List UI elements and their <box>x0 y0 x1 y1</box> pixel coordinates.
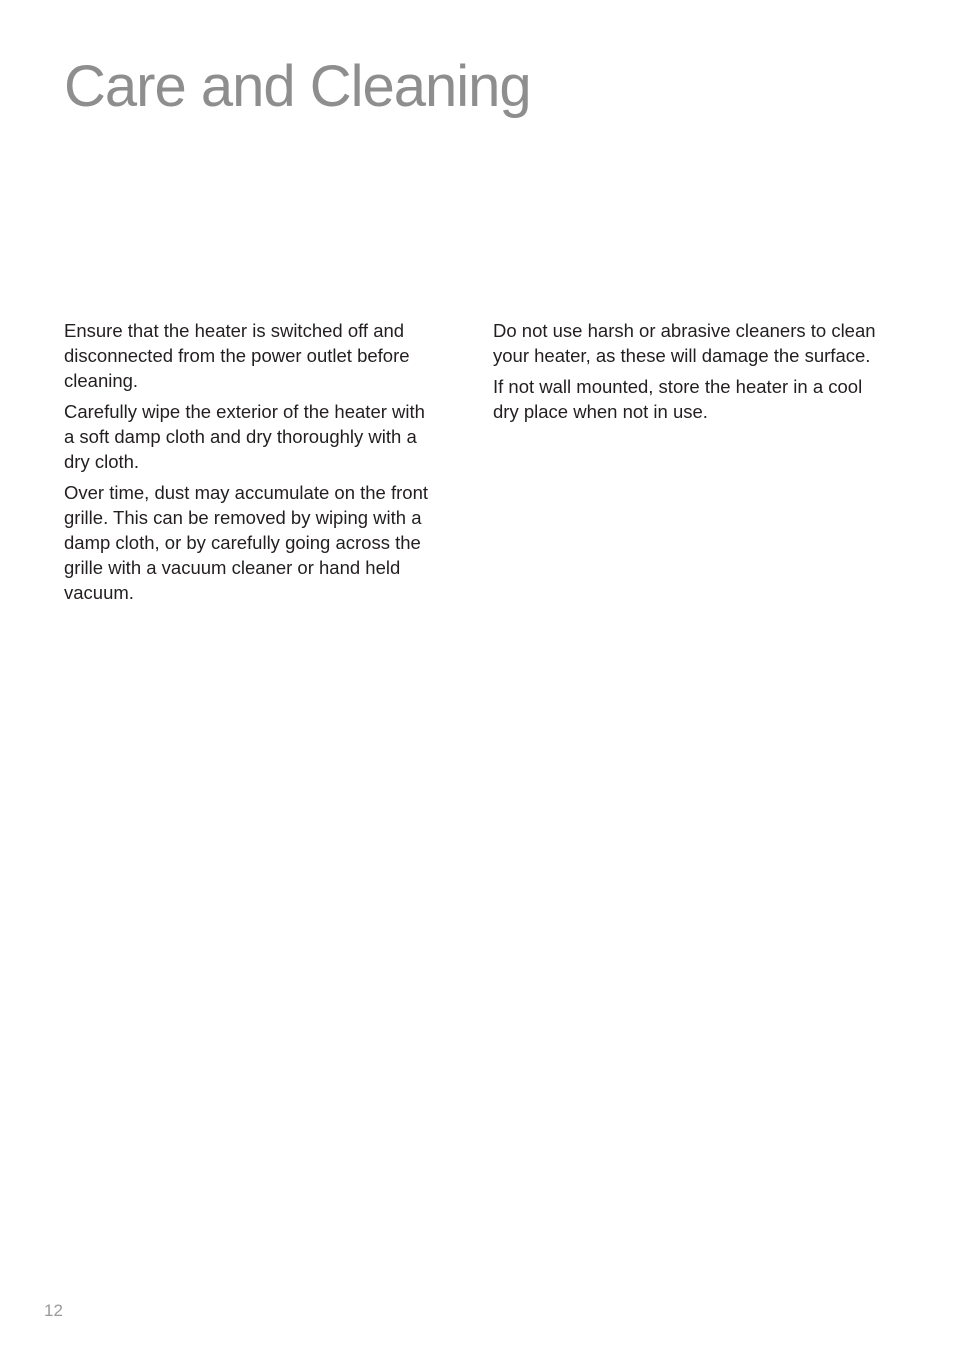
paragraph-storage: If not wall mounted, store the heater in a cool dry place when not in use. <box>493 376 863 422</box>
paragraph-wipe-exterior: Carefully wipe the exterior of the heater with a soft damp cloth and dry thoroughly with a dry cloth. <box>64 401 425 472</box>
paragraph-dust-grille: Over time, dust may accumulate on the front grille. This can be removed by wiping with a damp cloth, or by carefully going across the grille with a vacuum cleaner or hand held vacuum. <box>64 482 428 603</box>
paragraph-switch-off: Ensure that the heater is switched off and disconnected from the power outlet before cleaning. <box>64 320 410 391</box>
right-column <box>493 318 883 430</box>
page-title: Care and Cleaning <box>64 54 531 119</box>
page-number: 12 <box>44 1301 63 1320</box>
paragraph-no-abrasive: Do not use harsh or abrasive cleaners to clean your heater, as these will damage the surface. <box>493 320 876 366</box>
left-column <box>64 318 440 611</box>
